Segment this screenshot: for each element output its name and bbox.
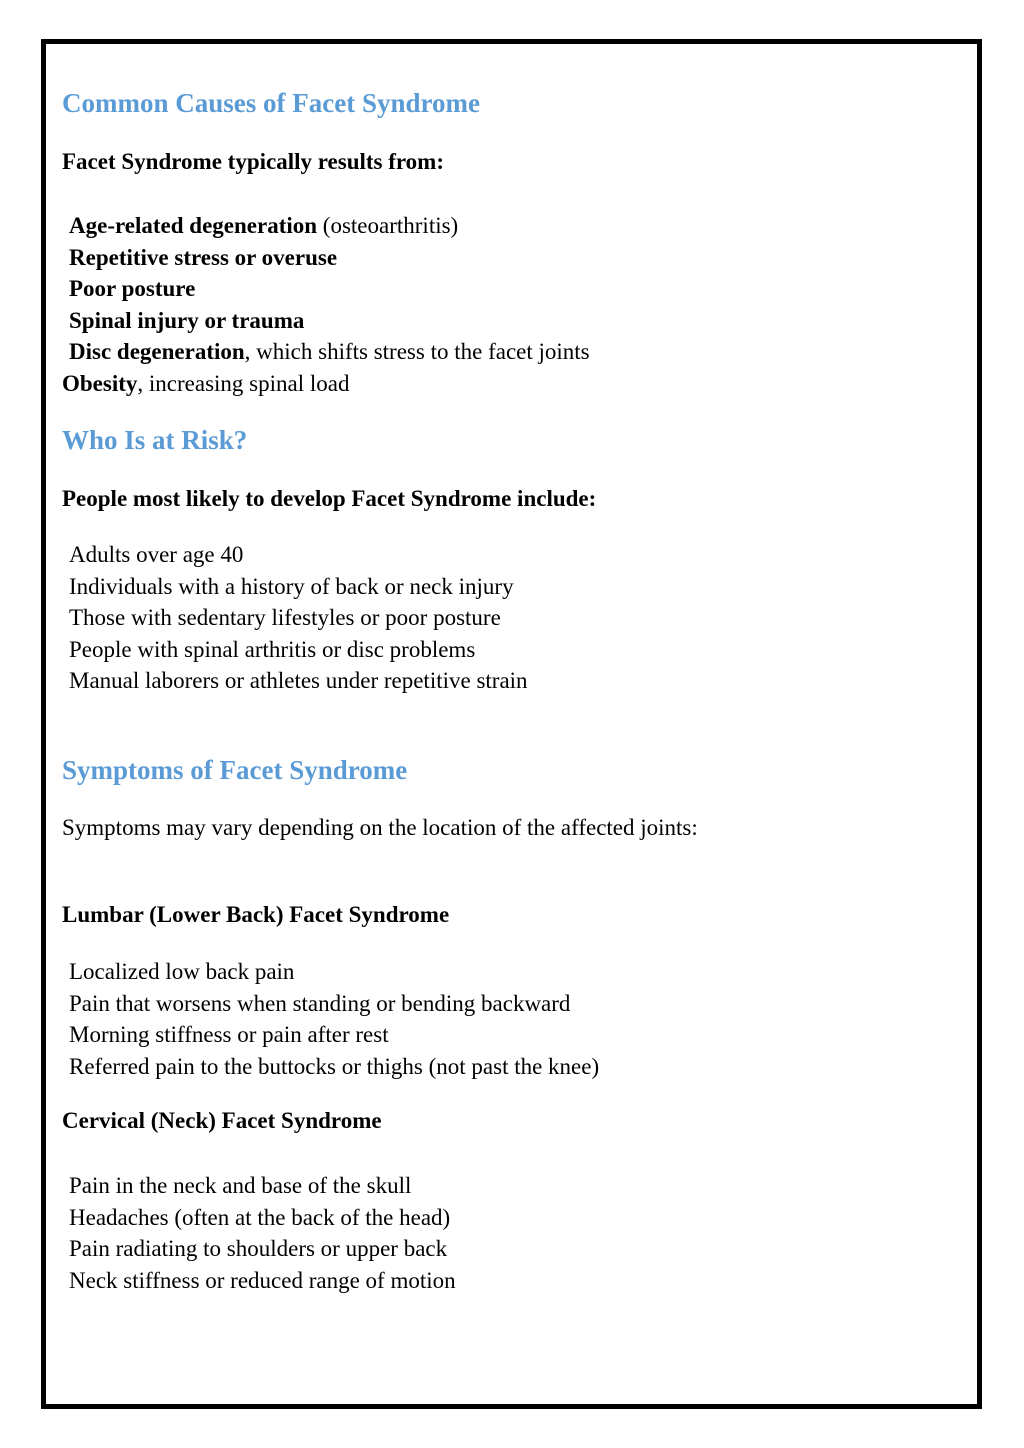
list-item: Those with sedentary lifestyles or poor posture <box>69 605 501 631</box>
list-item: Pain that worsens when standing or bending backward <box>69 990 571 1016</box>
list-item: Adults over age 40 <box>69 542 244 567</box>
list-item: Pain in the neck and base of the skull <box>69 1173 412 1198</box>
list-item: Obesity, increasing spinal load <box>62 370 350 396</box>
list-item: Neck stiffness or reduced range of motion <box>69 1267 456 1293</box>
cervical-subheading: Cervical (Neck) Facet Syndrome <box>62 1108 382 1133</box>
lumbar-subheading: Lumbar (Lower Back) Facet Syndrome <box>62 902 450 927</box>
causes-lead: Facet Syndrome typically results from: <box>62 149 445 174</box>
list-item: Age-related degeneration (osteoarthritis) <box>69 213 459 238</box>
list-item: Poor posture <box>69 276 196 302</box>
list-item: Morning stiffness or pain after rest <box>69 1022 389 1048</box>
list-item: People with spinal arthritis or disc problems <box>69 636 476 662</box>
risk-list <box>69 539 528 697</box>
causes-heading: Common Causes of Facet Syndrome <box>62 88 480 118</box>
list-item: Headaches (often at the back of the head) <box>69 1204 451 1230</box>
list-item: Disc degeneration, which shifts stress to the facet joints <box>69 339 590 365</box>
list-item: Repetitive stress or overuse <box>69 244 338 270</box>
risk-lead: People most likely to develop Facet Syndrome include: <box>62 486 597 511</box>
list-item: Manual laborers or athletes under repetitive strain <box>69 668 528 694</box>
symptoms-heading: Symptoms of Facet Syndrome <box>62 755 408 785</box>
symptoms-intro: Symptoms may vary depending on the location of the affected joints: <box>62 815 698 840</box>
causes-list <box>62 210 590 400</box>
lumbar-list <box>69 956 599 1082</box>
list-item: Referred pain to the buttocks or thighs (not past the knee) <box>69 1053 600 1079</box>
list-item: Localized low back pain <box>69 959 295 984</box>
risk-heading: Who Is at Risk? <box>62 425 248 455</box>
cervical-list <box>69 1170 456 1296</box>
list-item: Pain radiating to shoulders or upper back <box>69 1236 448 1262</box>
list-item: Spinal injury or trauma <box>69 307 305 333</box>
list-item: Individuals with a history of back or neck injury <box>69 573 514 599</box>
